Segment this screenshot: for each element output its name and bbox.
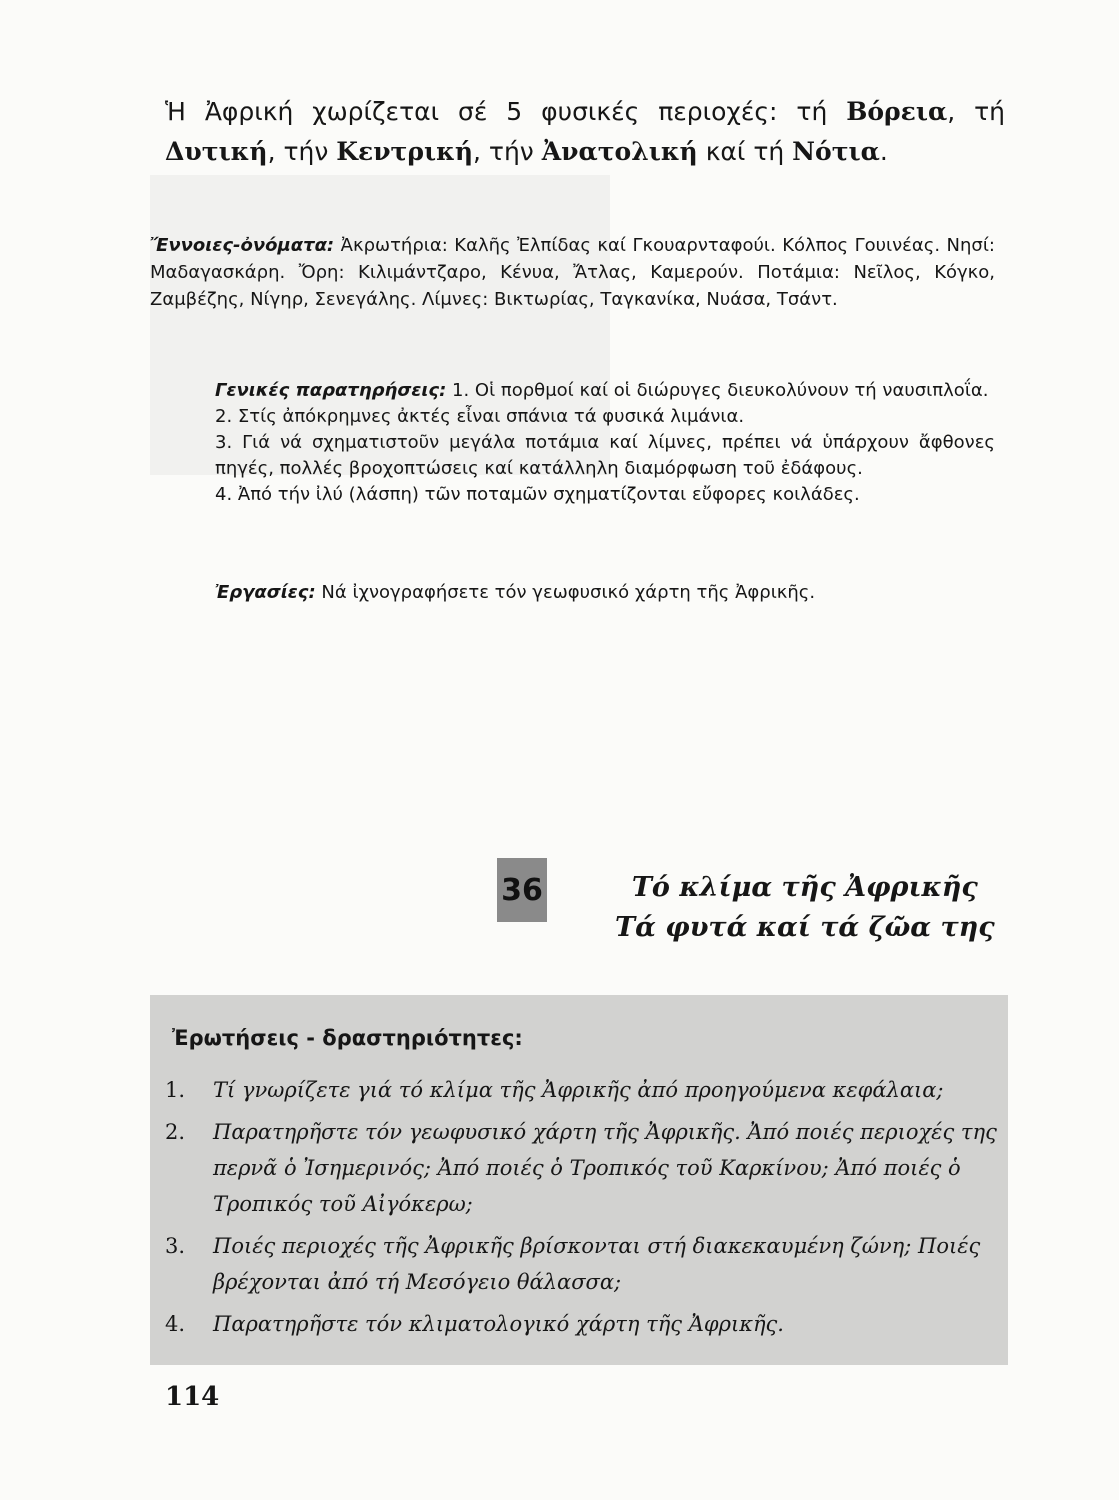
question-number: 3. [165, 1234, 186, 1258]
general-item-1 [65, 378, 995, 404]
concepts-lead: Ἔννοιες-ὀνόματα: [150, 235, 335, 256]
question-text: Ποιές περιοχές τῆς Ἀφρικῆς βρίσκονται στή διακεκαυμένη ζώνη; Ποιές βρέχονται ἀπό τή Μεσόγειο θάλασσα; [213, 1234, 981, 1294]
question-item [165, 1306, 1010, 1342]
region-south: Νότια [792, 137, 880, 166]
chapter-title-line-2: Τά φυτά καί τά ζῶα της [615, 912, 995, 943]
tasks-text: Νά ἰχνογραφήσετε τόν γεωφυσικό χάρτη τῆς Ἀφρικῆς. [321, 582, 816, 603]
intro-prefix: Ἡ Ἀφρική χωρίζεται σέ 5 φυσικές περιοχές: τή [165, 97, 828, 126]
question-item [165, 1072, 1010, 1108]
general-item-2: 2. Στίς ἀπόκρημνες ἀκτές εἶναι σπάνια τά φυσικά λιμάνια. [215, 406, 745, 427]
questions-list [165, 1072, 1010, 1348]
concepts-text: Ἀκρωτήρια: Καλῆς Ἐλπίδας καί Γκουαρνταφούι. Κόλπος Γουινέας. Νησί: Μαδαγασκάρη. Ὄρη: Κιλιμάντζαρο, Κένυα, Ἄτλας, Καμερούν. Ποτάμια: Νεῖλος, Κόγκο, Ζαμβέζης, Νίγηρ, Σενεγάλης. Λίμνες: Βικτωρίας, Ταγκανίκα, Νυάσα, Τσάντ. [150, 235, 995, 310]
question-number: 4. [165, 1312, 186, 1336]
question-number: 2. [165, 1120, 186, 1144]
question-item [165, 1228, 1010, 1300]
page-number: 114 [165, 1382, 220, 1412]
tasks-lead: Ἐργασίες: [215, 582, 316, 603]
chapter-number: 36 [497, 858, 547, 922]
intro-paragraph: Ἡ Ἀφρική χωρίζεται σέ 5 φυσικές περιοχές: τή Βόρεια, τή Δυτική, τήν Κεντρική, τήν Ἀνατολική καί τή Νότια. [165, 97, 1005, 166]
region-west: Δυτική [165, 137, 268, 166]
question-text: Παρατηρῆστε τόν γεωφυσικό χάρτη τῆς Ἀφρικῆς. Ἀπό ποιές περιοχές της περνᾶ ὁ Ἰσημερινός; Ἀπό ποιές ὁ Τροπικός τοῦ Καρκίνου; Ἀπό ποιές ὁ Τροπικός τοῦ Αἰγόκερω; [213, 1120, 997, 1216]
general-observations [65, 378, 995, 508]
region-north: Βόρεια [846, 97, 948, 126]
region-central: Κεντρική [336, 137, 474, 166]
questions-heading: Ἐρωτήσεις - δραστηριότητες: [172, 1026, 523, 1050]
region-east: Ἀνατολική [541, 137, 698, 166]
chapter-title [615, 868, 995, 948]
general-item-1-text: 1. Οἱ πορθμοί καί οἱ διώρυγες διευκολύνουν τή ναυσιπλοΐα. [452, 380, 989, 401]
general-lead: Γενικές παρατηρήσεις: [215, 380, 447, 401]
question-item [165, 1114, 1010, 1222]
chapter-title-line-1: Τό κλίμα τῆς Ἀφρικῆς [631, 872, 978, 903]
concepts-paragraph [150, 232, 995, 313]
question-number: 1. [165, 1078, 186, 1102]
question-text: Τί γνωρίζετε γιά τό κλίμα τῆς Ἀφρικῆς ἀπό προηγούμενα κεφάλαια; [213, 1078, 944, 1102]
general-item-4: 4. Ἀπό τήν ἰλύ (λάσπη) τῶν ποταμῶν σχηματίζονται εὔφορες κοιλάδες. [215, 484, 860, 505]
question-text: Παρατηρῆστε τόν κλιματολογικό χάρτη τῆς Ἀφρικῆς. [213, 1312, 784, 1336]
general-item-3: 3. Γιά νά σχηματιστοῦν μεγάλα ποτάμια καί λίμνες, πρέπει νά ὑπάρχουν ἄφθονες πηγές, πολλές βροχοπτώσεις καί κατάλληλη διαμόρφωση τοῦ ἐδάφους. [215, 432, 995, 479]
tasks-paragraph [215, 580, 815, 606]
